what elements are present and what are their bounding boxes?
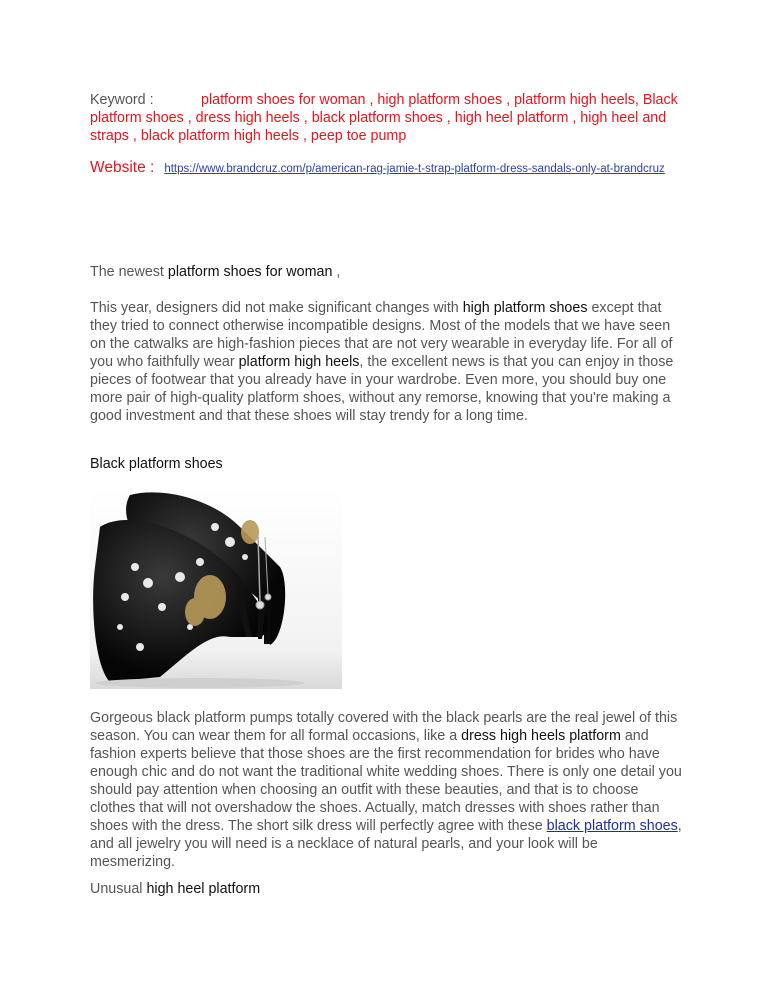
website-block — [90, 159, 682, 178]
p1-text-1: This year, designers did not make significant changes with — [90, 300, 463, 316]
keyword-block — [90, 91, 682, 145]
website-label: Website : — [90, 159, 155, 176]
paragraph-2 — [90, 709, 682, 871]
intro-keyword: platform shoes for woman — [167, 264, 333, 280]
intro-suffix: , — [332, 264, 341, 280]
keyword-list: platform shoes for woman , high platform shoes , platform high heels, Black platform shoes , dress high heels , black platform shoes , high heel platform , high heel and straps , black platform high heels , peep toe pump — [90, 92, 678, 144]
keyword-label: Keyword : — [90, 92, 154, 108]
p1-keyword-1: high platform shoes — [462, 300, 588, 316]
p2-text-2: and fashion experts believe that those shoes are the first recommendation for brides who have enough chic and do not want the traditional white wedding shoes. There is only one detail you should pay attention when choosing an outfit with these beauties, and that is to choose clothes that will not overshadow the shoes. Actually, match dresses with shoes rather than shoes with the dress. The short silk dress will perfectly agree with these — [90, 728, 682, 834]
intro-line — [90, 263, 682, 281]
section-heading-black-platform: Black platform shoes — [90, 456, 223, 472]
p1-text-3: , the excellent news is that you can enjoy in those pieces of footwear that you already have in your wardrobe. Even more, you should buy one more pair of high-quality platform shoes, without any remorse, knowing that you're making a good investment and that these shoes will stay trendy for a long time. — [90, 354, 674, 424]
paragraph-1 — [90, 299, 682, 425]
p2-text-3: , and all jewelry you will need is a necklace of natural pearls, and your look will be mesmerizing. — [90, 818, 682, 870]
section-heading-high-heel-platform — [90, 880, 682, 898]
section2-prefix: Unusual — [90, 881, 143, 897]
black-platform-shoes-photo — [90, 487, 342, 689]
p1-text-2: except that they tried to connect otherwise incompatible designs. Most of the models that we have seen on the catwalks are high-fashion pieces that are not very wearable in everyday life. For all of you who faithfully wear — [90, 300, 673, 370]
p2-text-1: Gorgeous black platform pumps totally covered with the black pearls are the real jewel of this season. You can wear them for all formal occasions, like a — [90, 710, 678, 744]
intro-prefix: The newest — [90, 264, 164, 280]
p1-keyword-2: platform high heels — [238, 354, 360, 370]
black-platform-shoes-link[interactable]: black platform shoes — [546, 818, 678, 834]
website-link[interactable]: https://www.brandcruz.com/p/american-rag-jamie-t-strap-platform-dress-sandals-only-at-brandcruz — [164, 163, 665, 175]
section2-keyword: high heel platform — [146, 881, 261, 897]
p2-keyword-1: dress high heels platform — [461, 728, 621, 744]
